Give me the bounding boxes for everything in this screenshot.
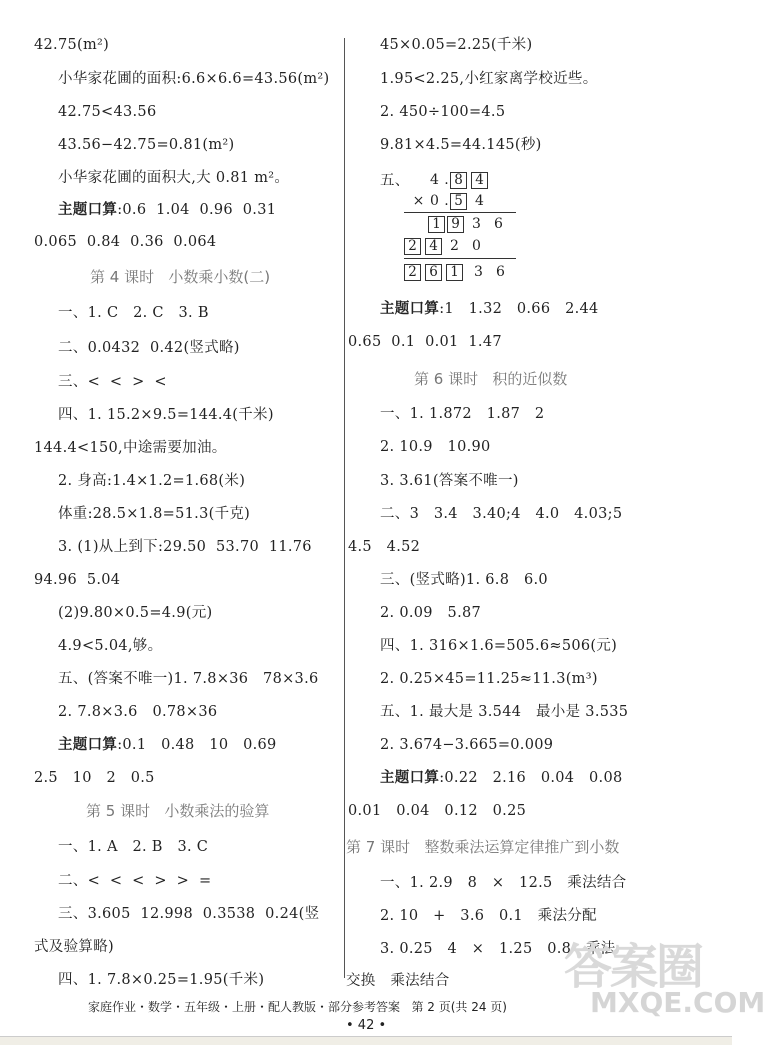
answer-line — [380, 604, 481, 622]
vm-box: 2 — [404, 264, 421, 281]
answer-text: 一、1. 1.872 1.87 2 — [380, 406, 545, 422]
answer-line — [380, 736, 553, 754]
answer-text: 式及验算略) — [34, 939, 114, 955]
vm-box: 2 — [404, 238, 421, 255]
column-divider — [344, 38, 345, 978]
answer-line — [58, 637, 162, 655]
oral-calc-label: 主题口算 — [380, 301, 440, 317]
answer-line — [380, 703, 628, 721]
answer-text: 五、(答案不唯一)1. 7.8×36 78×3.6 — [58, 671, 319, 687]
answer-line — [58, 201, 276, 219]
answer-line — [58, 406, 274, 424]
vm-box: 1 — [446, 264, 463, 281]
answer-line — [58, 70, 330, 88]
answer-text: 3. 3.61(答案不唯一) — [380, 473, 519, 489]
answer-text: 9.81×4.5=44.145(秒) — [380, 137, 542, 153]
answer-text: 1.95<2.25,小红家离学校近些。 — [380, 71, 598, 87]
answer-line — [380, 136, 542, 154]
answer-line — [380, 300, 599, 318]
answer-line — [380, 670, 598, 688]
answer-text: 2. 身高:1.4×1.2=1.68(米) — [58, 473, 246, 489]
answer-line — [348, 333, 502, 351]
answer-text: 3. 0.25 4 × 1.25 0.8 乘法 — [380, 941, 616, 957]
vm-rule — [404, 212, 516, 213]
answer-line — [380, 70, 598, 88]
answer-text: 五、1. 最大是 3.544 最小是 3.535 — [380, 704, 629, 720]
answer-text: 2. 7.8×3.6 0.78×36 — [58, 704, 218, 720]
answer-text: :0.22 2.16 0.04 0.08 — [439, 770, 623, 786]
vm-box: 8 — [450, 172, 467, 189]
answer-line — [380, 874, 626, 892]
answer-text: 4.9<5.04,够。 — [58, 638, 163, 654]
answer-line — [58, 472, 245, 490]
watermark-url: MXQE.COM — [590, 986, 765, 1019]
answer-text: 2.5 10 2 0.5 — [34, 770, 155, 786]
answer-text: 2. 0.09 5.87 — [380, 605, 482, 621]
answer-line — [58, 872, 211, 890]
answer-text: 二、< < < > > = — [58, 873, 212, 889]
answer-line — [348, 802, 526, 820]
answer-text: 一、1. 2.9 8 × 12.5 乘法结合 — [380, 875, 627, 891]
vm-digit: 2 — [450, 238, 459, 254]
answer-text: 43.56−42.75=0.81(m²) — [58, 137, 235, 153]
answer-text: :0.6 1.04 0.96 0.31 — [117, 202, 277, 218]
answer-line — [58, 971, 264, 989]
answer-line — [58, 304, 209, 322]
page-footer: 家庭作业・数学・五年级・上册・配人教版・部分参考答案 第 2 页(共 24 页) — [88, 1000, 507, 1014]
answer-line — [58, 339, 240, 357]
answer-line — [34, 36, 109, 54]
answer-text: 2. 10.9 10.90 — [380, 439, 491, 455]
answer-line — [58, 905, 319, 923]
vm-rule — [404, 258, 516, 259]
answer-line — [380, 505, 622, 523]
answer-text: 42.75<43.56 — [58, 104, 157, 120]
answer-text: 2. 0.25×45=11.25≈11.3(m³) — [380, 671, 598, 687]
vm-digit: 6 — [496, 264, 505, 280]
answer-text: 四、1. 7.8×0.25=1.95(千米) — [58, 972, 265, 988]
vm-box: 6 — [425, 264, 442, 281]
vm-digit: 4 — [430, 172, 439, 188]
answer-text: 四、1. 15.2×9.5=144.4(千米) — [58, 407, 274, 423]
answer-line — [380, 172, 410, 190]
answer-text: :0.1 0.48 10 0.69 — [117, 737, 277, 753]
answer-text: 体重:28.5×1.8=51.3(千克) — [58, 506, 251, 522]
oral-calc-label: 主题口算 — [58, 202, 118, 218]
answer-text: 小华家花圃的面积:6.6×6.6=43.56(m²) — [58, 71, 330, 87]
lesson-heading: 第 6 课时 积的近似数 — [414, 370, 568, 388]
vm-box: 1 — [428, 216, 445, 233]
answer-text: :1 1.32 0.66 2.44 — [439, 301, 599, 317]
vm-times: × — [412, 193, 425, 209]
answer-line — [380, 907, 597, 925]
answer-line — [58, 703, 217, 721]
answer-line — [58, 373, 167, 391]
vm-digit: 3 — [472, 216, 481, 232]
answer-line — [346, 972, 450, 990]
answer-text: 二、3 3.4 3.40;4 4.0 4.03;5 — [380, 506, 623, 522]
answer-text: 0.065 0.84 0.36 0.064 — [34, 234, 217, 250]
vm-digit: 6 — [494, 216, 503, 232]
answer-line — [380, 438, 491, 456]
answer-line — [34, 233, 216, 251]
answer-text: 三、(竖式略)1. 6.8 6.0 — [380, 572, 548, 588]
vm-box: 5 — [450, 193, 467, 210]
answer-line — [58, 169, 289, 187]
answer-text: 五、 — [380, 173, 410, 189]
answer-line — [58, 670, 319, 688]
vm-digit: 0 — [472, 238, 481, 254]
page-number: • 42 • — [346, 1018, 387, 1033]
answer-line — [58, 736, 277, 754]
answer-text: 三、3.605 12.998 0.3538 0.24(竖 — [58, 906, 320, 922]
answer-text: 2. 450÷100=4.5 — [380, 104, 506, 120]
answer-line — [58, 838, 208, 856]
answer-text: 45×0.05=2.25(千米) — [380, 37, 533, 53]
answer-line — [380, 36, 532, 54]
answer-line — [58, 505, 250, 523]
lesson-heading: 第 4 课时 小数乘小数(二) — [90, 268, 271, 286]
answer-line — [58, 103, 156, 121]
vm-dot: . — [444, 172, 449, 188]
oral-calc-label: 主题口算 — [380, 770, 440, 786]
answer-line — [380, 637, 617, 655]
answer-line — [58, 604, 212, 622]
answer-text: 一、1. C 2. C 3. B — [58, 305, 209, 321]
answer-line — [380, 769, 623, 787]
answer-text: 三、< < > < — [58, 374, 167, 390]
answer-text: 4.5 4.52 — [348, 539, 421, 555]
vm-dot: . — [444, 193, 449, 209]
answer-line — [380, 571, 548, 589]
lesson-heading: 第 5 课时 小数乘法的验算 — [86, 802, 270, 820]
answer-text: 0.65 0.1 0.01 1.47 — [348, 334, 502, 350]
vm-box: 4 — [471, 172, 488, 189]
answer-line — [34, 439, 227, 457]
answer-line — [34, 571, 120, 589]
answer-text: 一、1. A 2. B 3. C — [58, 839, 209, 855]
answer-line — [58, 136, 234, 154]
answer-text: 小华家花圃的面积大,大 0.81 m²。 — [58, 170, 290, 186]
answer-text: 94.96 5.04 — [34, 572, 121, 588]
answer-text: 2. 3.674−3.665=0.009 — [380, 737, 554, 753]
answer-text: 四、1. 316×1.6=505.6≈506(元) — [380, 638, 618, 654]
vm-digit: 0 — [430, 193, 439, 209]
oral-calc-label: 主题口算 — [58, 737, 118, 753]
vm-digit: 4 — [475, 193, 484, 209]
answer-text: 42.75(m²) — [34, 37, 110, 53]
answer-text: 0.01 0.04 0.12 0.25 — [348, 803, 527, 819]
lesson-heading: 第 7 课时 整数乘法运算定律推广到小数 — [346, 838, 620, 856]
answer-text: 3. (1)从上到下:29.50 53.70 11.76 — [58, 539, 312, 555]
answer-line — [34, 769, 155, 787]
answer-line — [380, 472, 519, 490]
answer-line — [34, 938, 114, 956]
answer-text: 144.4<150,中途需要加油。 — [34, 440, 227, 456]
answer-line — [58, 538, 312, 556]
answer-line — [348, 538, 420, 556]
vm-box: 9 — [447, 216, 464, 233]
answer-line — [380, 405, 544, 423]
answer-line — [380, 103, 505, 121]
vm-digit: 3 — [474, 264, 483, 280]
answer-text: (2)9.80×0.5=4.9(元) — [58, 605, 213, 621]
vm-box: 4 — [425, 238, 442, 255]
bottom-edge — [0, 1036, 732, 1045]
answer-text: 二、0.0432 0.42(竖式略) — [58, 340, 240, 356]
watermark-logo: 答案圈 — [564, 939, 703, 995]
answer-text: 2. 10 + 3.6 0.1 乘法分配 — [380, 908, 597, 924]
answer-text: 交换 乘法结合 — [346, 973, 450, 989]
